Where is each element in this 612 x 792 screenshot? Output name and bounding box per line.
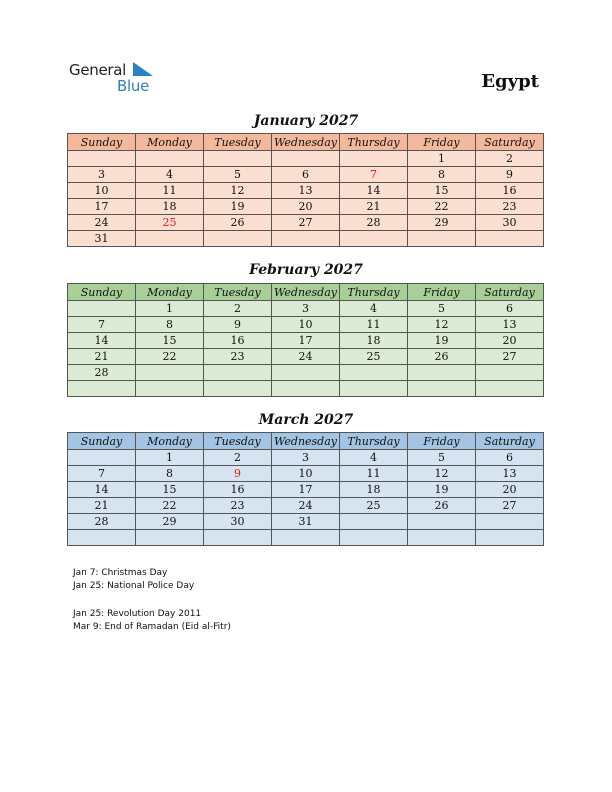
day-cell: 26 [204, 215, 272, 231]
weekday-wednesday: Wednesday [272, 134, 340, 151]
day-cell: 2 [476, 151, 544, 167]
empty-day-cell [272, 231, 340, 247]
day-cell: 20 [272, 199, 340, 215]
day-cell: 24 [272, 498, 340, 514]
empty-day-cell [340, 231, 408, 247]
empty-day-cell [136, 381, 204, 397]
week-row [68, 514, 544, 530]
day-cell: 5 [408, 450, 476, 466]
week-row [68, 482, 544, 498]
empty-day-cell [136, 365, 204, 381]
weekday-header-row [68, 134, 544, 151]
calendar-march [67, 432, 544, 546]
empty-day-cell [408, 365, 476, 381]
week-row [68, 199, 544, 215]
day-cell: 3 [68, 167, 136, 183]
day-cell: 13 [272, 183, 340, 199]
day-cell: 12 [408, 466, 476, 482]
day-cell: 16 [476, 183, 544, 199]
holiday-note: Jan 25: Revolution Day 2011 [73, 609, 202, 619]
weekday-monday: Monday [136, 134, 204, 151]
day-cell: 15 [136, 482, 204, 498]
empty-day-cell [408, 514, 476, 530]
day-cell: 14 [340, 183, 408, 199]
weekday-header-row [68, 433, 544, 450]
weekday-saturday: Saturday [476, 134, 544, 151]
day-cell: 6 [476, 301, 544, 317]
holiday-notes-group-1 [73, 567, 194, 593]
day-cell: 18 [136, 199, 204, 215]
empty-day-cell [204, 381, 272, 397]
weekday-thursday: Thursday [340, 134, 408, 151]
weekday-wednesday: Wednesday [272, 284, 340, 301]
holiday-note: Jan 7: Christmas Day [73, 568, 168, 578]
weekday-tuesday: Tuesday [204, 284, 272, 301]
day-cell: 11 [340, 466, 408, 482]
weekday-monday: Monday [136, 284, 204, 301]
empty-day-cell [340, 530, 408, 546]
empty-day-cell [340, 151, 408, 167]
empty-day-cell [204, 231, 272, 247]
logo-blue-text: Blue [117, 77, 149, 95]
weekday-thursday: Thursday [340, 433, 408, 450]
day-cell: 20 [476, 333, 544, 349]
week-row [68, 231, 544, 247]
day-cell: 22 [136, 498, 204, 514]
weekday-sunday: Sunday [68, 134, 136, 151]
holiday-note: Mar 9: End of Ramadan (Eid al-Fitr) [73, 622, 231, 632]
weekday-saturday: Saturday [476, 284, 544, 301]
day-cell: 1 [408, 151, 476, 167]
empty-day-cell [476, 231, 544, 247]
day-cell: 14 [68, 333, 136, 349]
day-cell: 31 [68, 231, 136, 247]
week-row [68, 498, 544, 514]
week-row [68, 381, 544, 397]
week-row [68, 365, 544, 381]
weekday-friday: Friday [408, 134, 476, 151]
empty-day-cell [340, 381, 408, 397]
day-cell: 10 [272, 466, 340, 482]
day-cell: 11 [136, 183, 204, 199]
day-cell: 25 [340, 498, 408, 514]
day-cell: 12 [408, 317, 476, 333]
day-cell: 18 [340, 482, 408, 498]
week-row [68, 530, 544, 546]
week-row [68, 317, 544, 333]
month-title-march: March 2027 [258, 412, 354, 428]
empty-day-cell [136, 231, 204, 247]
empty-day-cell [476, 365, 544, 381]
empty-day-cell [68, 381, 136, 397]
day-cell: 9 [476, 167, 544, 183]
day-cell: 5 [408, 301, 476, 317]
day-cell: 31 [272, 514, 340, 530]
logo [69, 61, 169, 97]
weekday-monday: Monday [136, 433, 204, 450]
week-row [68, 301, 544, 317]
week-row [68, 183, 544, 199]
day-cell: 27 [476, 498, 544, 514]
empty-day-cell [68, 530, 136, 546]
empty-day-cell [68, 301, 136, 317]
day-cell: 15 [136, 333, 204, 349]
day-cell: 27 [476, 349, 544, 365]
day-cell: 28 [68, 514, 136, 530]
day-cell: 1 [136, 301, 204, 317]
day-cell: 26 [408, 498, 476, 514]
day-cell: 19 [408, 333, 476, 349]
day-cell: 17 [272, 333, 340, 349]
weekday-sunday: Sunday [68, 433, 136, 450]
day-cell: 27 [272, 215, 340, 231]
day-cell: 23 [476, 199, 544, 215]
holiday-notes-group-2 [73, 608, 231, 634]
day-cell: 25 [136, 215, 204, 231]
day-cell: 3 [272, 450, 340, 466]
empty-day-cell [340, 514, 408, 530]
day-cell: 10 [272, 317, 340, 333]
day-cell: 18 [340, 333, 408, 349]
empty-day-cell [204, 151, 272, 167]
day-cell: 14 [68, 482, 136, 498]
empty-day-cell [476, 514, 544, 530]
weekday-friday: Friday [408, 433, 476, 450]
day-cell: 16 [204, 482, 272, 498]
weekday-saturday: Saturday [476, 433, 544, 450]
day-cell: 8 [136, 317, 204, 333]
day-cell: 4 [136, 167, 204, 183]
day-cell: 12 [204, 183, 272, 199]
day-cell: 30 [204, 514, 272, 530]
day-cell: 1 [136, 450, 204, 466]
empty-day-cell [408, 381, 476, 397]
day-cell: 30 [476, 215, 544, 231]
day-cell: 9 [204, 466, 272, 482]
day-cell: 24 [272, 349, 340, 365]
day-cell: 17 [68, 199, 136, 215]
day-cell: 21 [340, 199, 408, 215]
empty-day-cell [204, 530, 272, 546]
weekday-tuesday: Tuesday [204, 433, 272, 450]
empty-day-cell [204, 365, 272, 381]
day-cell: 21 [68, 498, 136, 514]
empty-day-cell [272, 151, 340, 167]
day-cell: 7 [68, 466, 136, 482]
week-row [68, 450, 544, 466]
month-title-february: February 2027 [249, 262, 363, 278]
day-cell: 22 [408, 199, 476, 215]
empty-day-cell [272, 365, 340, 381]
day-cell: 4 [340, 301, 408, 317]
day-cell: 19 [408, 482, 476, 498]
day-cell: 3 [272, 301, 340, 317]
week-row [68, 466, 544, 482]
empty-day-cell [272, 530, 340, 546]
day-cell: 23 [204, 498, 272, 514]
weekday-header-row [68, 284, 544, 301]
day-cell: 15 [408, 183, 476, 199]
day-cell: 29 [408, 215, 476, 231]
day-cell: 5 [204, 167, 272, 183]
day-cell: 6 [272, 167, 340, 183]
month-title-january: January 2027 [253, 113, 359, 129]
day-cell: 6 [476, 450, 544, 466]
calendar-january [67, 133, 544, 247]
day-cell: 20 [476, 482, 544, 498]
weekday-sunday: Sunday [68, 284, 136, 301]
empty-day-cell [340, 365, 408, 381]
day-cell: 13 [476, 466, 544, 482]
holiday-note: Jan 25: National Police Day [73, 581, 195, 591]
week-row [68, 167, 544, 183]
empty-day-cell [476, 381, 544, 397]
week-row [68, 349, 544, 365]
day-cell: 16 [204, 333, 272, 349]
day-cell: 7 [340, 167, 408, 183]
empty-day-cell [68, 450, 136, 466]
day-cell: 21 [68, 349, 136, 365]
empty-day-cell [408, 231, 476, 247]
weekday-friday: Friday [408, 284, 476, 301]
week-row [68, 215, 544, 231]
day-cell: 4 [340, 450, 408, 466]
empty-day-cell [272, 381, 340, 397]
day-cell: 19 [204, 199, 272, 215]
weekday-wednesday: Wednesday [272, 433, 340, 450]
day-cell: 2 [204, 301, 272, 317]
day-cell: 28 [68, 365, 136, 381]
logo-triangle-icon [133, 62, 153, 76]
week-row [68, 333, 544, 349]
empty-day-cell [136, 151, 204, 167]
day-cell: 23 [204, 349, 272, 365]
day-cell: 24 [68, 215, 136, 231]
day-cell: 2 [204, 450, 272, 466]
empty-day-cell [476, 530, 544, 546]
day-cell: 13 [476, 317, 544, 333]
empty-day-cell [68, 151, 136, 167]
day-cell: 8 [408, 167, 476, 183]
weekday-tuesday: Tuesday [204, 134, 272, 151]
empty-day-cell [136, 530, 204, 546]
day-cell: 28 [340, 215, 408, 231]
country-title: Egypt [481, 71, 539, 92]
weekday-thursday: Thursday [340, 284, 408, 301]
day-cell: 8 [136, 466, 204, 482]
day-cell: 29 [136, 514, 204, 530]
day-cell: 7 [68, 317, 136, 333]
day-cell: 22 [136, 349, 204, 365]
logo-general-text: General [69, 61, 127, 79]
day-cell: 10 [68, 183, 136, 199]
day-cell: 26 [408, 349, 476, 365]
day-cell: 25 [340, 349, 408, 365]
day-cell: 17 [272, 482, 340, 498]
day-cell: 11 [340, 317, 408, 333]
calendar-february [67, 283, 544, 397]
empty-day-cell [408, 530, 476, 546]
week-row [68, 151, 544, 167]
day-cell: 9 [204, 317, 272, 333]
